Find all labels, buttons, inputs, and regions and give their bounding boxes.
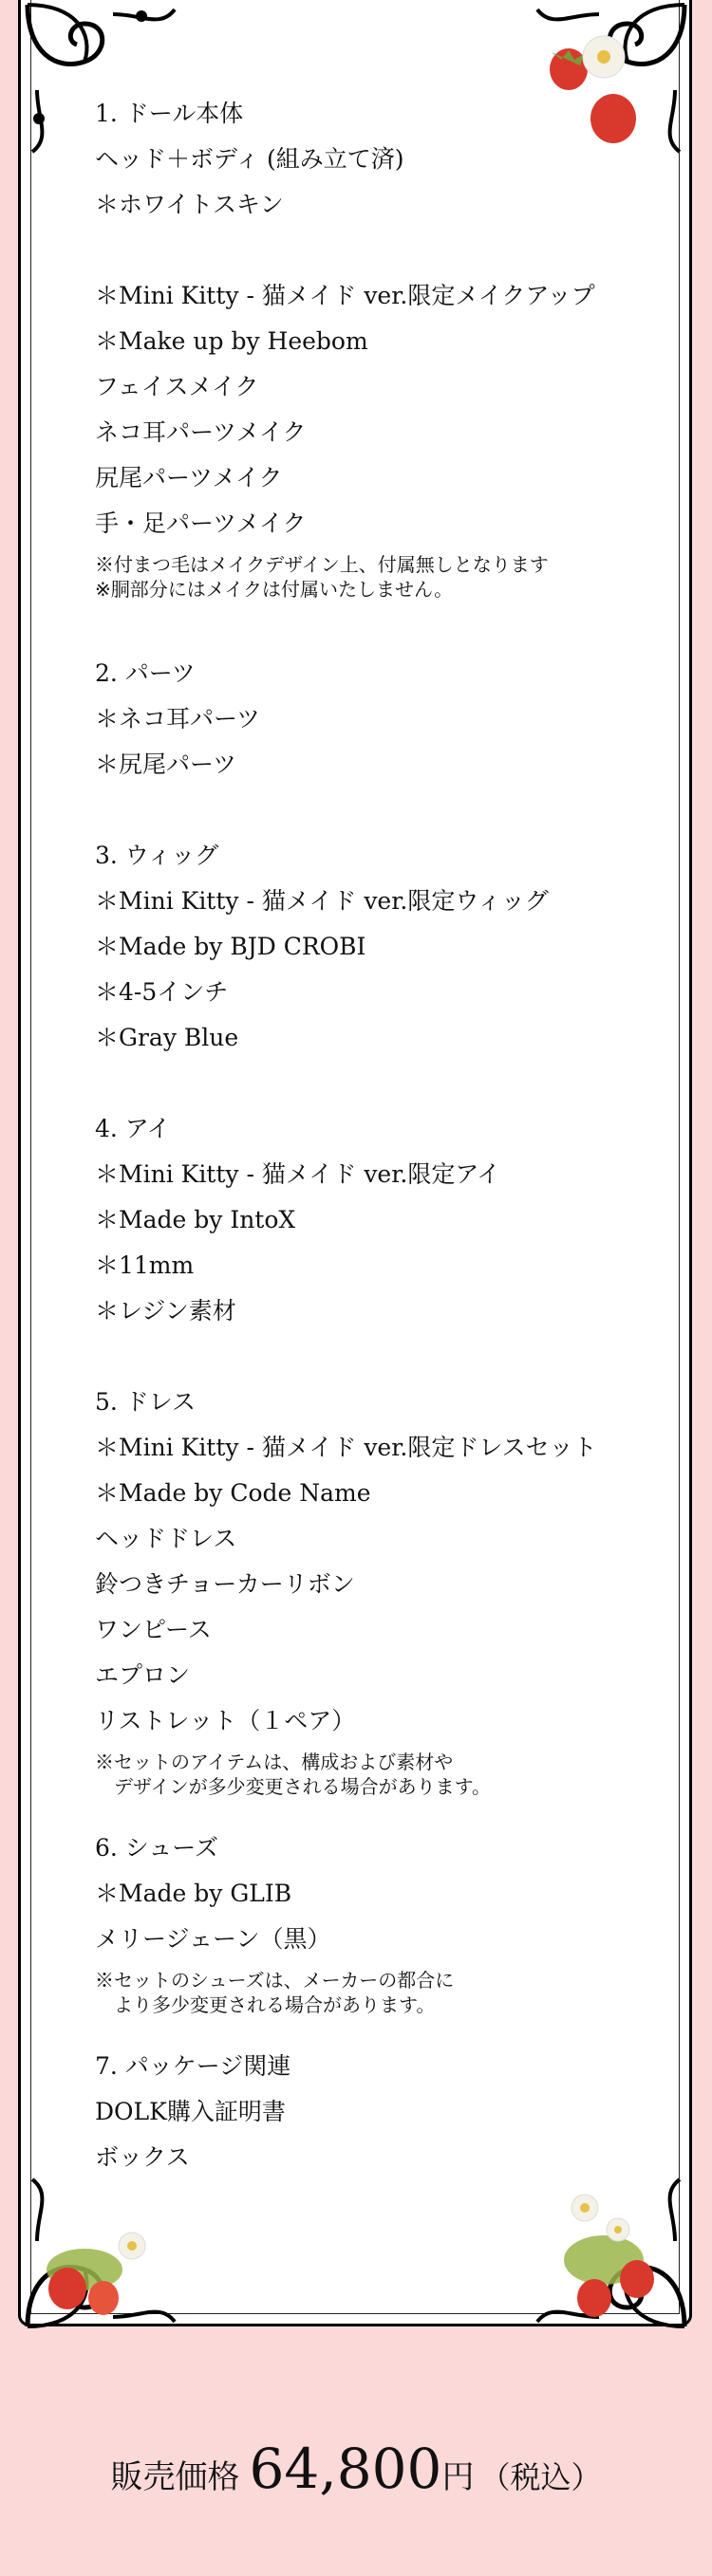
- list-item: エプロン: [95, 1661, 191, 1689]
- spacer: [95, 1803, 665, 1825]
- section-heading: 2. パーツ: [95, 659, 196, 687]
- list-item: リストレット（１ペア）: [95, 1707, 356, 1734]
- list-item: ワンピース: [95, 1616, 212, 1643]
- section-heading: 3. ウィッグ: [95, 842, 219, 869]
- list-item: フェイスメイク: [95, 373, 259, 400]
- list-item: ＊Made by GLIB: [95, 1880, 292, 1907]
- section-note: ※セットのシューズは、メーカーの都合に より多少変更される場合があります。: [95, 1969, 455, 2016]
- price-line: [0, 2437, 712, 2501]
- spacer: [95, 605, 665, 651]
- list-item: ＊Mini Kitty - 猫メイド ver.限定ウィッグ: [95, 887, 549, 915]
- price-label: 販売価格: [110, 2458, 240, 2496]
- list-item: ボックス: [95, 2143, 190, 2171]
- list-item: 鈴つきチョーカーリボン: [95, 1570, 355, 1598]
- section-heading: 4. アイ: [95, 1115, 171, 1142]
- spacer: [95, 1334, 665, 1380]
- price-unit: 円: [441, 2458, 475, 2496]
- list-item: ＊Mini Kitty - 猫メイド ver.限定メイクアップ: [95, 282, 595, 309]
- section-heading: 7. パッケージ関連: [95, 2052, 291, 2080]
- list-item: ＊Made by IntoX: [95, 1206, 296, 1233]
- list-item: DOLK購入証明書: [95, 2098, 286, 2125]
- section-eyes: [95, 1106, 665, 1334]
- section-heading: 6. シューズ: [95, 1834, 219, 1862]
- list-item: ＊Make up by Heebom: [95, 327, 368, 355]
- section-heading: 1. ドール本体: [95, 100, 244, 127]
- list-item: ＊Made by Code Name: [95, 1479, 371, 1507]
- section-shoes: [95, 1825, 665, 2017]
- spec-list: [95, 91, 665, 2180]
- spacer: [95, 788, 665, 833]
- list-item: ＊11mm: [95, 1251, 195, 1279]
- section-dress: [95, 1380, 665, 1799]
- list-item: ＊ホワイトスキン: [95, 191, 284, 218]
- list-item: ヘッド＋ボディ (組み立て済): [95, 145, 404, 173]
- list-item: ＊レジン素材: [95, 1297, 236, 1325]
- list-item: ＊4-5インチ: [95, 978, 229, 1006]
- list-item: ヘッドドレス: [95, 1525, 237, 1552]
- list-item: ＊Mini Kitty - 猫メイド ver.限定アイ: [95, 1160, 501, 1188]
- section-doll-body: [95, 91, 665, 602]
- corner-ornament-bottom-left: [18, 2156, 198, 2336]
- list-item: 尻尾パーツメイク: [95, 464, 283, 491]
- list-item: ＊尻尾パーツ: [95, 751, 237, 778]
- section-wig: [95, 833, 665, 1061]
- section-parts: [95, 651, 665, 788]
- corner-ornament-bottom-right: [514, 2156, 694, 2336]
- list-item: ネコ耳パーツメイク: [95, 418, 307, 446]
- list-item: ＊ネコ耳パーツ: [95, 705, 261, 732]
- list-item: ＊Mini Kitty - 猫メイド ver.限定ドレスセット: [95, 1434, 597, 1461]
- blank-line: [95, 228, 665, 273]
- section-package: [95, 2044, 665, 2180]
- list-item: メリージェーン（黒）: [95, 1925, 331, 1953]
- list-item: 手・足パーツメイク: [95, 510, 307, 537]
- price-tax-note: （税込）: [479, 2459, 602, 2495]
- list-item: ＊Gray Blue: [95, 1024, 239, 1051]
- spacer: [95, 2021, 665, 2044]
- section-heading: 5. ドレス: [95, 1388, 197, 1416]
- spacer: [95, 1061, 665, 1106]
- section-note: ※セットのアイテムは、構成および素材や デザインが多少変更される場合があります。: [95, 1751, 491, 1798]
- list-item: ＊Made by BJD CROBI: [95, 933, 366, 960]
- section-note: ※付まつ毛はメイクデザイン上、付属無しとなります ※胴部分にはメイクは付属いたしません。: [95, 553, 549, 601]
- price-amount: 64,800: [249, 2437, 442, 2501]
